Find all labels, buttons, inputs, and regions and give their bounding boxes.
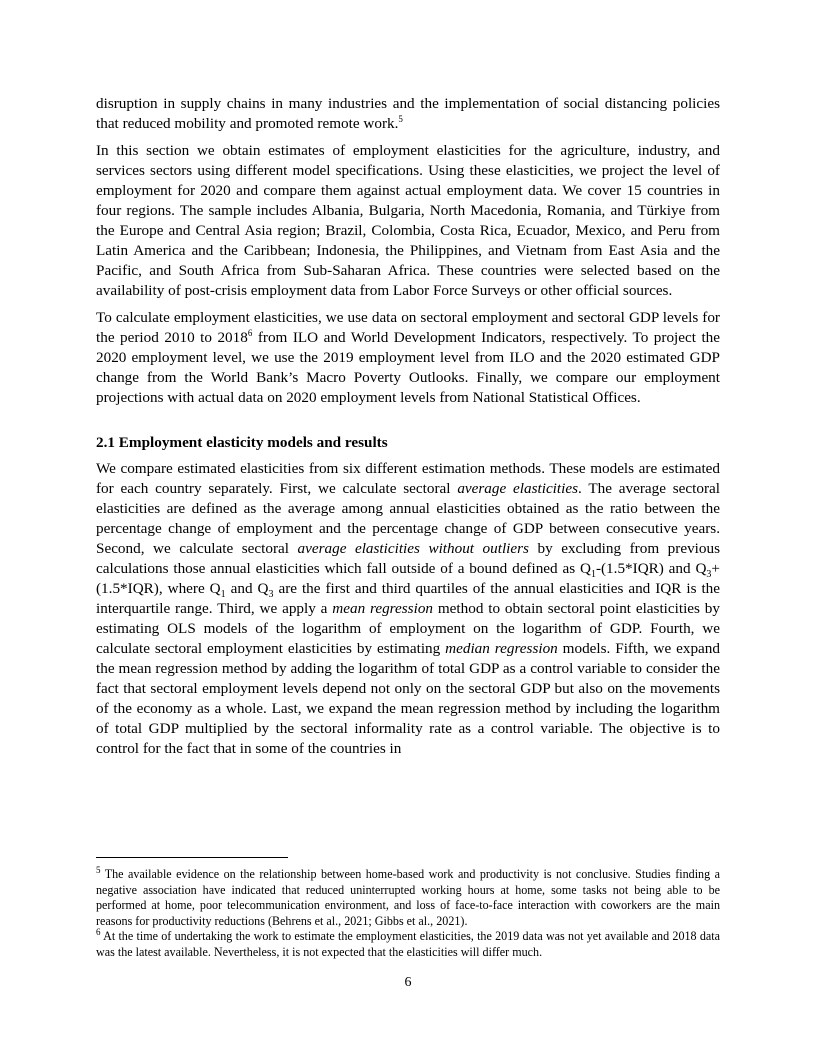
page-number: 6	[404, 975, 412, 990]
models-text-1: We compare estimated elasticities from six different estimation methods. These models are estimated for each country separately. First, we calculate sectoral	[96, 460, 720, 497]
term-median-regression: median regression	[445, 640, 558, 657]
models-text-8: method to obtain sectoral point elasticities by estimating OLS models of the logarithm of employment on the logarithm of GDP. Fourth, we calculate sectoral employment elasticities by estimating	[96, 600, 720, 657]
footnote-6-number: 6	[96, 926, 101, 937]
models-text-4: -(1.5*IQR) and Q	[595, 560, 707, 577]
footnote-ref-6: 6	[247, 327, 253, 338]
models-text-7: are the first and third quartiles of the annual elasticities and IQR is the interquartile range. Third, we apply a	[96, 580, 720, 617]
data-sources-text-end: from ILO and World Development Indicators, respectively. To project the 2020 employment level, we use the 2019 employment level from ILO and the 2020 estimated GDP change from the World Bank’s Macro Poverty Outlooks. Finally, we compare our employment projections with actual data on 2020 employment levels from National Statistical Offices.	[96, 329, 720, 406]
term-average-elasticities: average elasticities	[457, 480, 578, 497]
footnote-ref-5: 5	[398, 113, 403, 124]
models-text-3: by excluding from previous calculations those annual elasticities which fall outside of a bound defined as Q	[96, 540, 720, 577]
footnote-divider	[96, 857, 288, 858]
footnote-5-number: 5	[96, 864, 101, 875]
intro-paragraph	[96, 94, 720, 134]
models-paragraph	[96, 459, 720, 759]
models-text-9: models. Fifth, we expand the mean regression method by adding the logarithm of total GDP as a control variable to consider the fact that sectoral employment levels depend not only on the sectoral GDP but also on the movements of the economy as a whole. Last, we expand the mean regression method by including the logarithm of total GDP multiplied by the sectoral informality rate as a control variable. The objective is to control for the fact that in some of the countries in	[96, 640, 720, 757]
page-body	[96, 94, 720, 766]
footnote-5	[96, 864, 720, 929]
subscript-q1: 1	[590, 569, 596, 581]
models-text-6: and Q	[225, 580, 269, 597]
subscript-q1-second: 1	[220, 589, 226, 601]
subscript-q3-second: 3	[268, 589, 274, 601]
term-average-elasticities-without-outliers: average elasticities without outliers	[297, 540, 529, 557]
models-text-5: +(1.5*IQR), where Q	[96, 560, 720, 597]
footnotes	[96, 857, 720, 960]
section-heading: 2.1 Employment elasticity models and results	[96, 434, 388, 451]
subscript-q3: 3	[706, 569, 712, 581]
footnote-6	[96, 926, 720, 960]
footnote-6-text: At the time of undertaking the work to estimate the employment elasticities, the 2019 data was not yet available and 2018 data was the latest available. Nevertheless, it is not expected that the elasticities will differ much.	[96, 929, 720, 959]
data-sources-paragraph	[96, 308, 720, 408]
data-sources-text-start: To calculate employment elasticities, we use data on sectoral employment and sectoral GDP levels for the period 2010 to 2018	[96, 309, 720, 346]
term-mean-regression: mean regression	[332, 600, 434, 617]
footnote-5-text: The available evidence on the relationship between home-based work and productivity is not conclusive. Studies finding a negative association have indicated that reduced uninterrupted working hours at home, some tasks not being able to be performed at home, poor telecommunication environment, and loss of face-to-face interaction with coworkers are the main reasons for productivity reductions (Behrens et al., 2021; Gibbs et al., 2021).	[96, 867, 720, 928]
intro-paragraph-text: disruption in supply chains in many industries and the implementation of social distancing policies that reduced mobility and promoted remote work.	[96, 95, 720, 132]
section-intro-paragraph: In this section we obtain estimates of employment elasticities for the agriculture, industry, and services sectors using different model specifications. Using these elasticities, we project the level of employment for 2020 and compare them against actual employment data. We cover 15 countries in four regions. The sample includes Albania, Bulgaria, North Macedonia, Romania, and Türkiye from the Europe and Central Asia region; Brazil, Colombia, Costa Rica, Ecuador, Mexico, and Peru from Latin America and the Caribbean; Indonesia, the Philippines, and Vietnam from East Asia and the Pacific, and South Africa from Sub-Saharan Africa. These countries were selected based on the availability of post-crisis employment data from Labor Force Surveys or other official sources.	[96, 142, 720, 299]
models-text-2: . The average sectoral elasticities are defined as the average among annual elasticities obtained as the ratio between the percentage change of employment and the percentage change of GDP between consecutive years. Second, we calculate sectoral	[96, 480, 720, 557]
